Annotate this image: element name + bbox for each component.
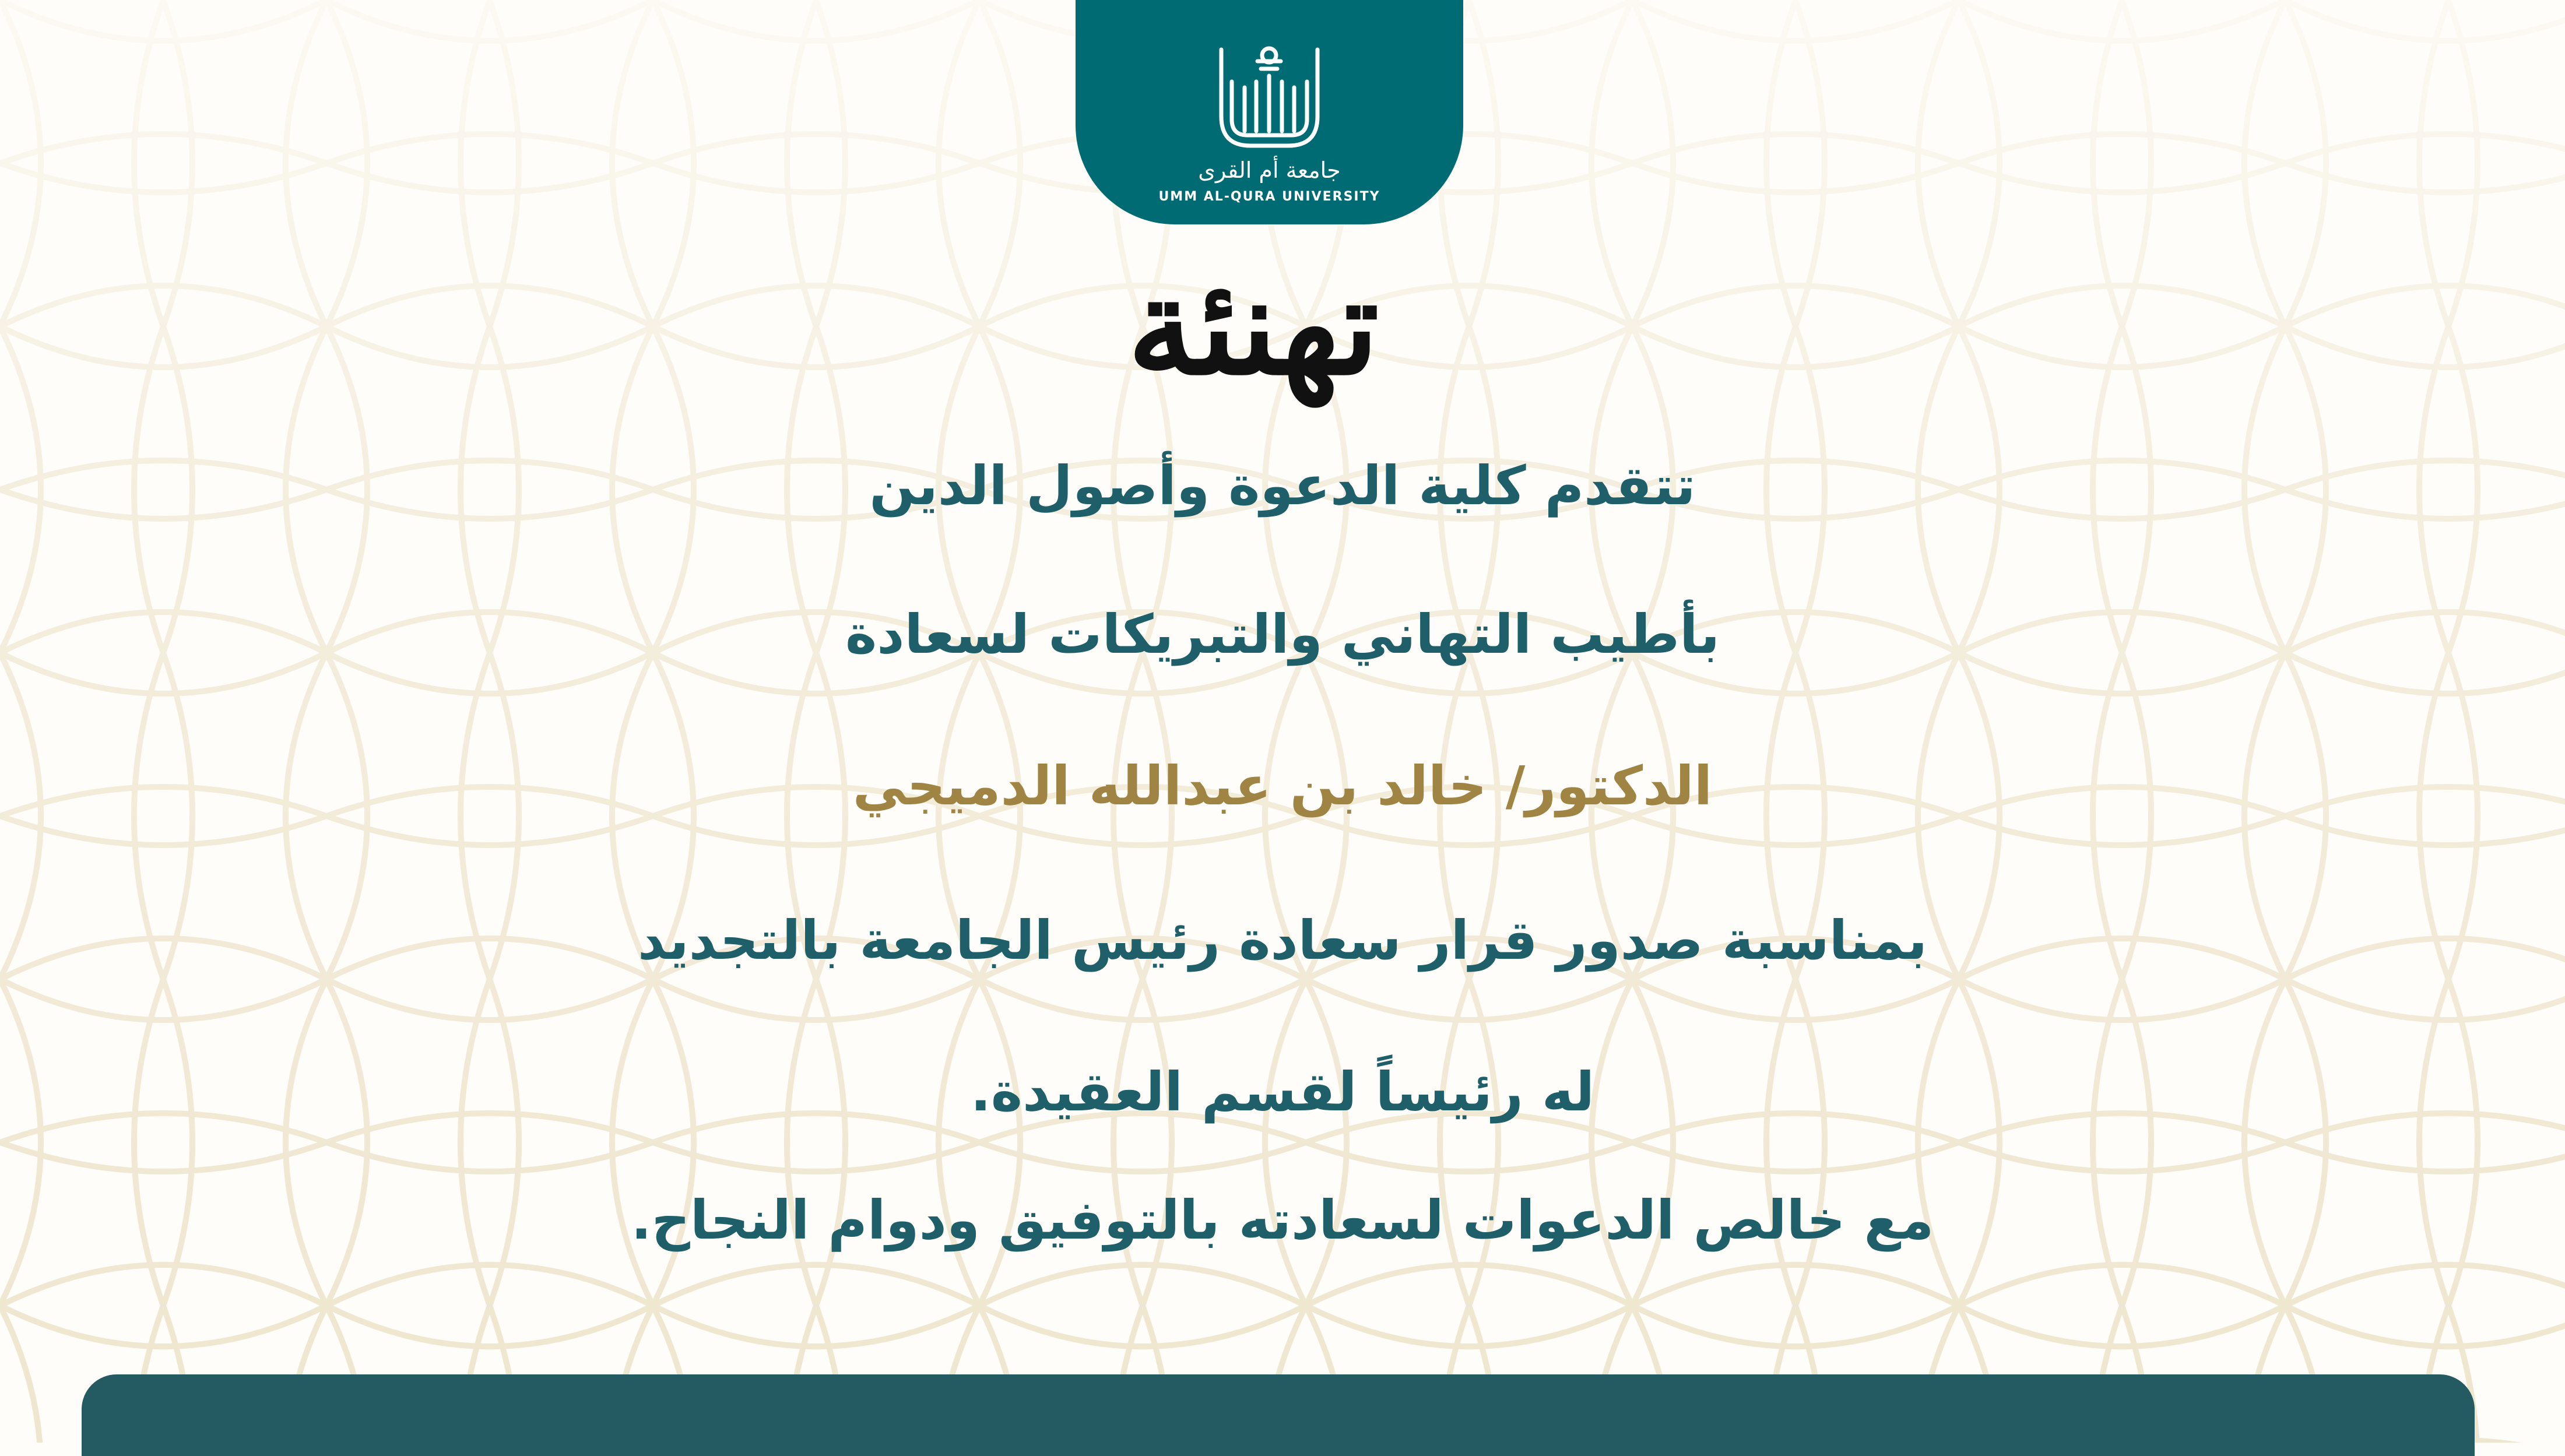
congratulations-calligraphy-title: تهنئة bbox=[1127, 248, 1380, 405]
message-line-honoree: الدكتور/ خالد بن عبدالله الدميجي bbox=[852, 755, 1713, 817]
footer-band bbox=[82, 1374, 2475, 1456]
university-arabic-name: جامعة أم القرى bbox=[1198, 157, 1341, 183]
message-line-1: تتقدم كلية الدعوة وأصول الدين bbox=[869, 455, 1696, 517]
university-english-name: UMM AL-QURA UNIVERSITY bbox=[1158, 189, 1380, 204]
message-line-6: مع خالص الدعوات لسعادته بالتوفيق ودوام النجاح. bbox=[631, 1189, 1934, 1251]
university-logo-band bbox=[1076, 0, 1463, 224]
message-line-5: له رئيساً لقسم العقيدة. bbox=[970, 1061, 1595, 1123]
message-line-2: بأطيب التهاني والتبريكات لسعادة bbox=[845, 603, 1720, 666]
message-line-4: بمناسبة صدور قرار سعادة رئيس الجامعة بالتجديد bbox=[638, 909, 1927, 972]
